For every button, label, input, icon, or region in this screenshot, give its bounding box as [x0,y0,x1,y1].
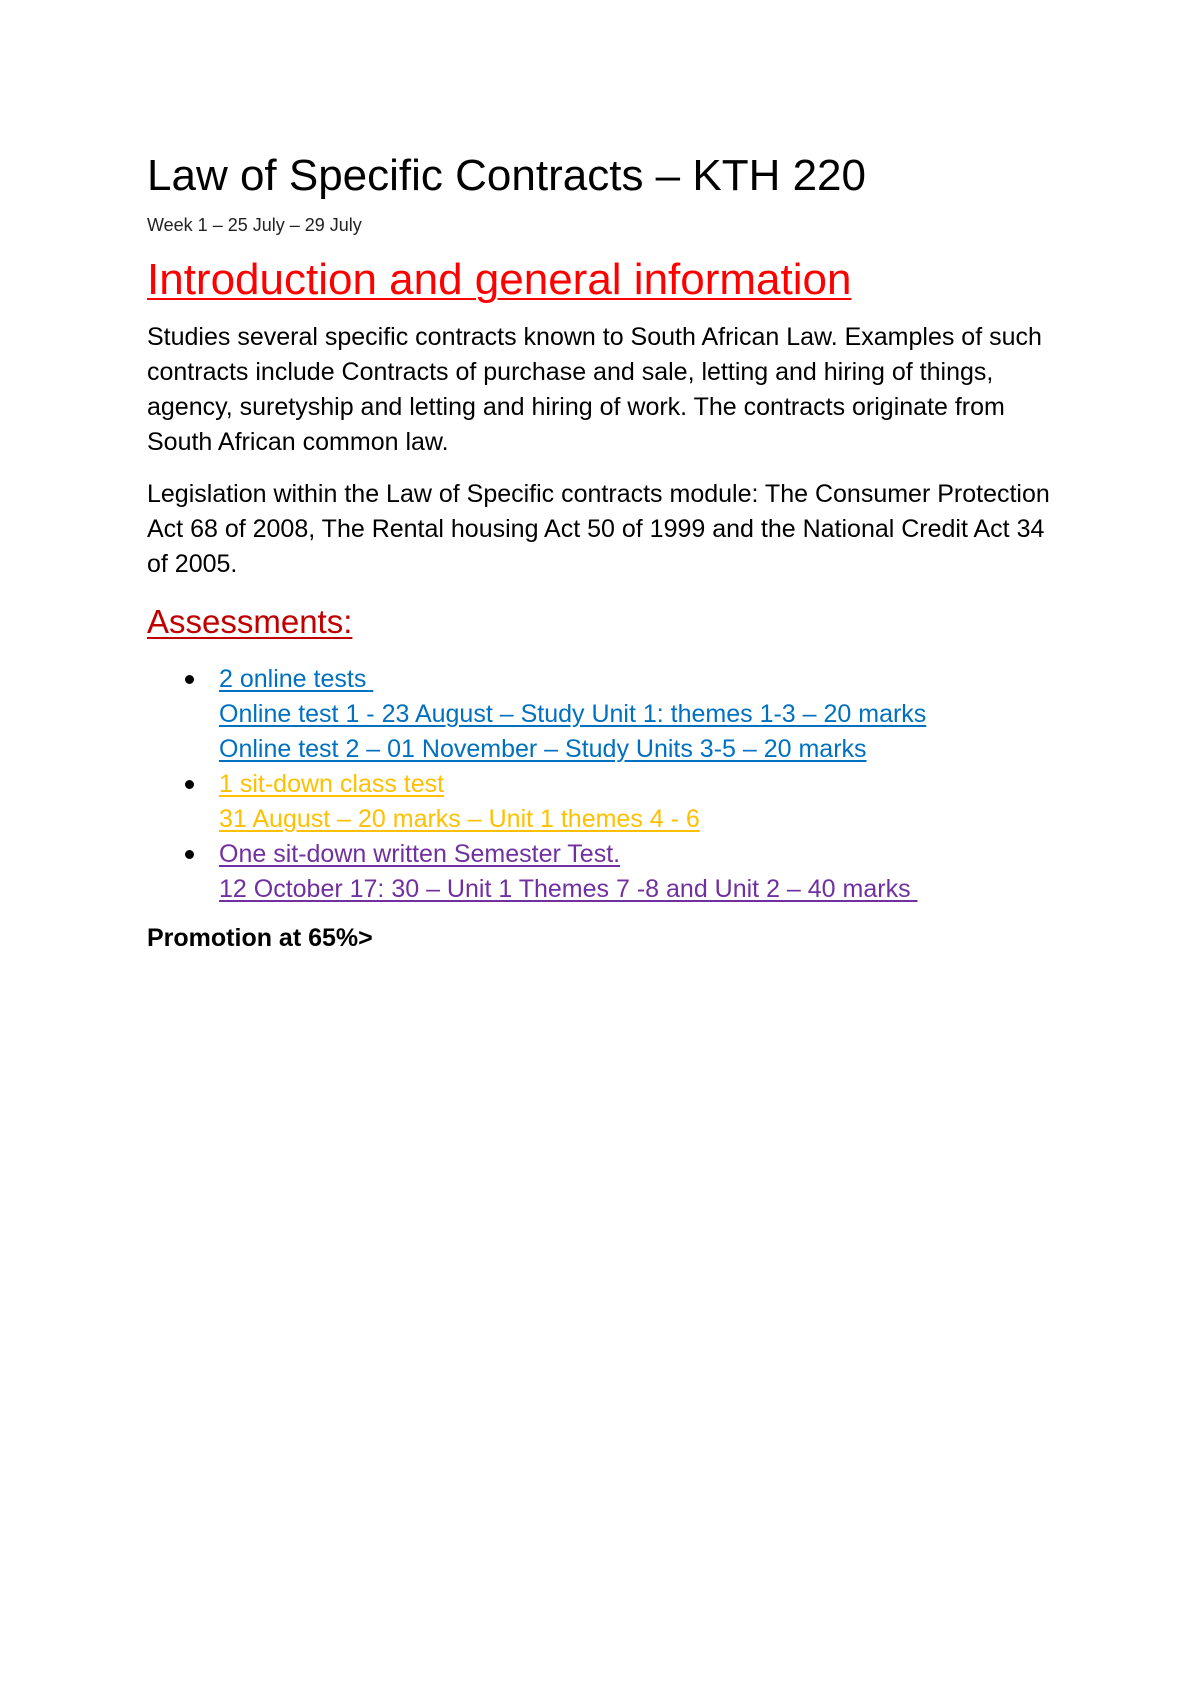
assessments-heading: Assessments: [147,603,353,640]
bullet-icon [185,780,194,789]
intro-heading: Introduction and general information [147,255,852,304]
document-page [147,150,1067,956]
class-test-details-link[interactable]: 31 August – 20 marks – Unit 1 themes 4 - 6 [219,805,700,833]
online-tests-link[interactable]: 2 online tests [219,665,374,693]
intro-paragraph-1: Studies several specific contracts known to South African Law. Examples of such contracts include Contracts of purchase and sale, letting and hiring of things, agency, suretyship and letting and hiring of work. The contracts originate from South African common law. [147,323,1042,456]
online-test-1-link[interactable]: Online test 1 - 23 August – Study Unit 1: themes 1-3 – 20 marks [219,700,927,728]
list-item-semester-test [147,837,1067,907]
semester-test-link[interactable]: One sit-down written Semester Test. [219,840,621,868]
assessments-list [147,662,1067,907]
list-item-online-tests [147,662,1067,767]
bullet-icon [185,850,194,859]
list-item-class-test [147,767,1067,837]
bullet-icon [185,675,194,684]
semester-test-details-link[interactable]: 12 October 17: 30 – Unit 1 Themes 7 -8 and Unit 2 – 40 marks [219,875,918,903]
online-test-2-link[interactable]: Online test 2 – 01 November – Study Units 3-5 – 20 marks [219,735,867,763]
document-title: Law of Specific Contracts – KTH 220 [147,151,866,200]
class-test-link[interactable]: 1 sit-down class test [219,770,445,798]
promotion-text: Promotion at 65%> [147,924,373,952]
week-subtitle: Week 1 – 25 July – 29 July [147,215,362,235]
intro-paragraph-2: Legislation within the Law of Specific contracts module: The Consumer Protection Act 68 of 2008, The Rental housing Act 50 of 1999 and the National Credit Act 34 of 2005. [147,480,1050,578]
